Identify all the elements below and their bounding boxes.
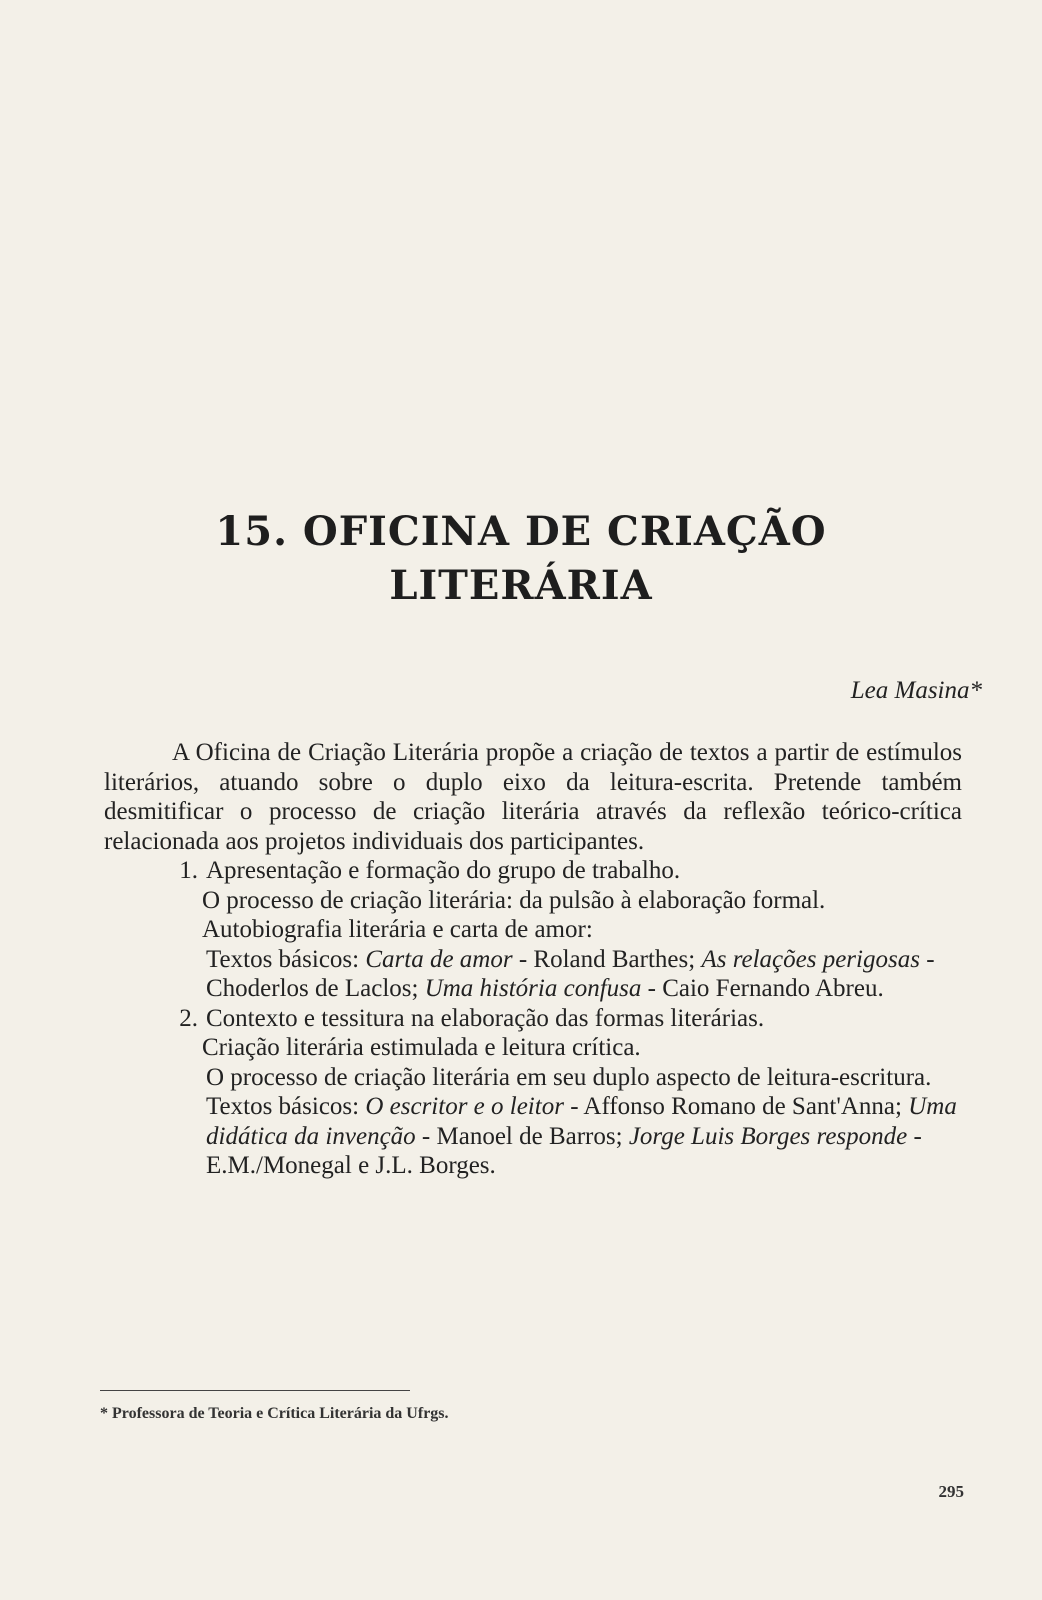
basic-texts-label: Textos básicos:: [206, 1093, 366, 1120]
list-item-number: 1.: [179, 857, 198, 884]
footnote: * Professora de Teoria e Crítica Literária da Ufrgs.: [100, 1405, 449, 1422]
work-title: Jorge Luis Borges responde: [628, 1122, 908, 1150]
chapter-title-line-1: 15. OFICINA DE CRIAÇÃO: [215, 508, 827, 555]
list-item-heading: Contexto e tessitura na elaboração das formas literárias.: [206, 1004, 765, 1032]
list-item-1: [104, 856, 962, 886]
work-author: - Caio Fernando Abreu.: [641, 975, 884, 1002]
work-title: Uma didática da invenção: [206, 1093, 957, 1150]
work-author: - Manoel de Barros;: [415, 1122, 629, 1150]
work-title: Carta de amor: [365, 945, 513, 973]
work-title: Uma história confusa: [424, 975, 642, 1002]
author-name: Lea Masina*: [850, 677, 982, 704]
list-item-line: O processo de criação literária: da pulsão à elaboração formal.: [202, 886, 826, 914]
intro-paragraph: A Oficina de Criação Literária propõe a criação de textos a partir de estímulos literários, atuando sobre o duplo eixo da leitura-escrita. Pretende também desmitificar o processo de criação literária através da reflexão teórico-crítica relacionada aos projetos individuais dos participantes.: [104, 739, 962, 855]
list-item-line: Criação literária estimulada e leitura crítica.: [202, 1034, 641, 1061]
work-title: As relações perigosas: [701, 945, 920, 973]
list-item-line: Autobiografia literária e carta de amor:: [202, 916, 593, 943]
list-item-line: O processo de criação literária em seu duplo aspecto de leitura-escritura.: [206, 1063, 932, 1091]
list-item-2: [104, 1004, 962, 1034]
page-number: 295: [938, 1482, 964, 1501]
chapter-title-line-2: LITERÁRIA: [389, 562, 653, 609]
basic-texts-line: [104, 945, 962, 1004]
basic-texts-line: [104, 1092, 962, 1181]
work-author: - Roland Barthes;: [512, 945, 702, 973]
chapter-title: [0, 505, 1042, 613]
footnote-divider: [100, 1390, 410, 1391]
work-author: - E.M./Monegal e J.L. Borges.: [206, 1122, 922, 1179]
work-author: - Affonso Romano de Sant'Anna;: [563, 1093, 909, 1120]
list-item-heading: Apresentação e formação do grupo de trabalho.: [206, 857, 681, 884]
basic-texts-label: Textos básicos:: [206, 945, 366, 973]
list-item-number: 2.: [179, 1004, 198, 1032]
chapter-body: [104, 738, 962, 1181]
work-author: - Choderlos de Laclos;: [206, 945, 935, 1002]
work-title: O escritor e o leitor: [365, 1093, 564, 1120]
